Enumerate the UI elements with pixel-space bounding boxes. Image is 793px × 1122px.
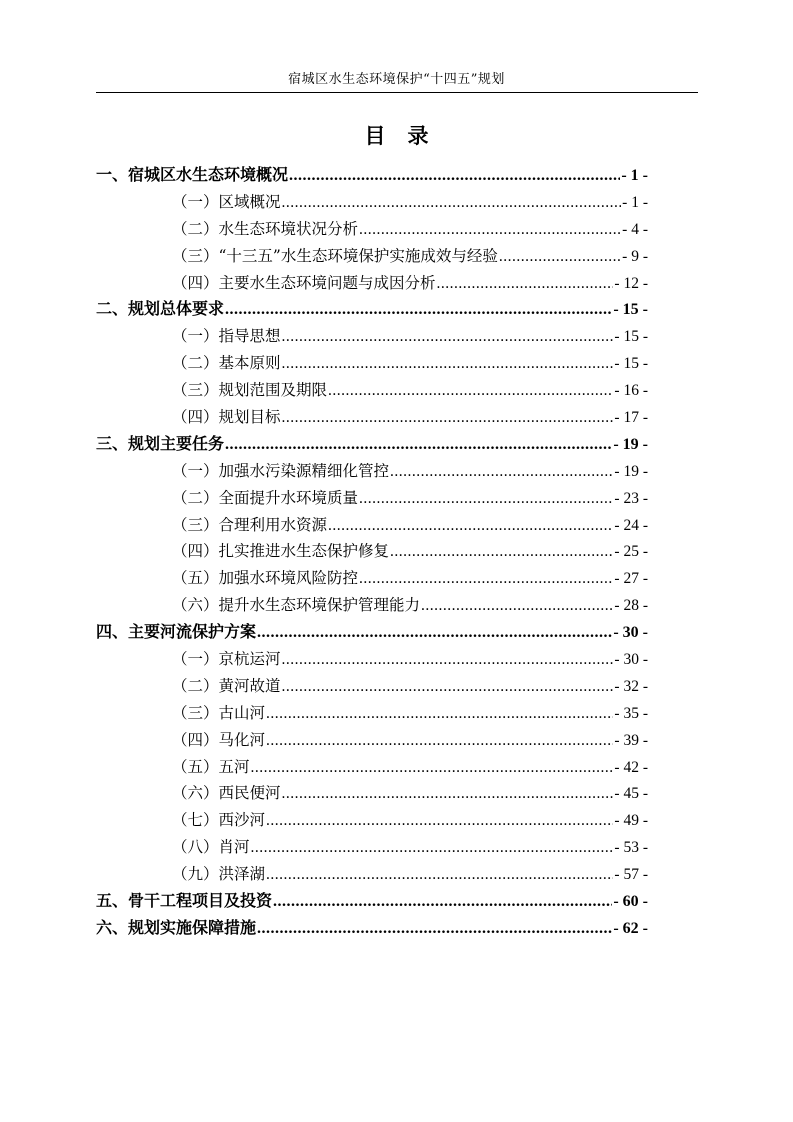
toc-chapter-entry[interactable]: [96, 888, 648, 915]
toc-page-number: - 39 -: [614, 731, 648, 749]
toc-entry-label: （六）西民便河: [172, 784, 281, 803]
toc-page-number: - 42 -: [614, 758, 648, 776]
toc-section-entry[interactable]: [96, 754, 648, 781]
toc-page-number: - 35 -: [614, 704, 648, 722]
toc-entry-label: （五）加强水环境风险防控: [172, 569, 359, 588]
toc-section-entry[interactable]: [96, 323, 648, 350]
toc-page-number: - 1 -: [621, 167, 648, 184]
toc-dot-leader: [282, 324, 614, 351]
toc-dot-leader: [282, 190, 622, 217]
toc-dot-leader: [257, 620, 612, 647]
toc-page-number: - 57 -: [614, 866, 648, 884]
toc-dot-leader: [359, 486, 613, 513]
running-header: 宿城区水生态环境保护“十四五”规划: [288, 72, 505, 87]
toc-dot-leader: [251, 755, 614, 782]
toc-chapter-entry[interactable]: [96, 915, 648, 942]
toc-section-entry[interactable]: [96, 646, 648, 673]
toc-dot-leader: [251, 835, 614, 862]
toc-dot-leader: [273, 889, 612, 916]
toc-section-entry[interactable]: [96, 592, 648, 619]
toc-dot-leader: [282, 781, 614, 808]
toc-entry-label: （四）规划目标: [172, 408, 281, 427]
toc-section-entry[interactable]: [96, 780, 648, 807]
toc-page-number: - 62 -: [613, 919, 648, 937]
table-of-contents: [96, 162, 648, 942]
toc-page-number: - 1 -: [622, 193, 648, 211]
toc-entry-label: （一）加强水污染源精细化管控: [172, 461, 390, 480]
toc-section-entry[interactable]: [96, 485, 648, 512]
toc-entry-label: （四）马化河: [172, 730, 266, 749]
toc-dot-leader: [266, 701, 613, 728]
toc-entry-label: （三）古山河: [172, 703, 266, 722]
toc-section-entry[interactable]: [96, 243, 648, 270]
header-divider: [96, 92, 698, 93]
toc-section-entry[interactable]: [96, 189, 648, 216]
toc-page-number: - 25 -: [614, 543, 648, 561]
toc-entry-label: （八）肖河: [172, 838, 250, 857]
toc-entry-label: 四、主要河流保护方案: [96, 622, 257, 642]
toc-page-number: - 24 -: [614, 516, 648, 534]
toc-page-number: - 15 -: [614, 328, 648, 346]
toc-entry-label: （三）“十三五”水生态环境保护实施成效与经验: [172, 246, 498, 265]
toc-dot-leader: [257, 916, 612, 943]
toc-page-number: - 15 -: [614, 355, 648, 373]
toc-section-entry[interactable]: [96, 807, 648, 834]
toc-page-number: - 60 -: [613, 893, 648, 911]
toc-dot-leader: [266, 862, 613, 889]
toc-title: 目录: [364, 123, 451, 148]
toc-page-number: - 28 -: [614, 597, 648, 615]
toc-section-entry[interactable]: [96, 216, 648, 243]
toc-section-entry[interactable]: [96, 673, 648, 700]
toc-page-number: - 23 -: [614, 489, 648, 507]
toc-section-entry[interactable]: [96, 458, 648, 485]
toc-section-entry[interactable]: [96, 512, 648, 539]
toc-page-number: - 16 -: [614, 382, 648, 400]
toc-entry-label: （五）五河: [172, 757, 250, 776]
toc-chapter-entry[interactable]: [96, 619, 648, 646]
toc-dot-leader: [266, 808, 613, 835]
toc-section-entry[interactable]: [96, 538, 648, 565]
toc-entry-label: （六）提升水生态环境保护管理能力: [172, 596, 421, 615]
toc-section-entry[interactable]: [96, 727, 648, 754]
toc-page-number: - 32 -: [614, 677, 648, 695]
toc-page-number: - 4 -: [622, 220, 648, 238]
toc-entry-label: （七）西沙河: [172, 811, 266, 830]
toc-dot-leader: [282, 351, 614, 378]
toc-entry-label: （四）扎实推进水生态保护修复: [172, 542, 390, 561]
toc-dot-leader: [390, 539, 613, 566]
toc-section-entry[interactable]: [96, 861, 648, 888]
toc-dot-leader: [359, 217, 621, 244]
toc-dot-leader: [289, 163, 620, 190]
toc-entry-label: （九）洪泽湖: [172, 865, 266, 884]
toc-entry-label: （四）主要水生态环境问题与成因分析: [172, 273, 436, 292]
toc-dot-leader: [390, 459, 613, 486]
toc-page-number: - 27 -: [614, 570, 648, 588]
toc-dot-leader: [328, 378, 613, 405]
toc-entry-label: （二）黄河故道: [172, 676, 281, 695]
toc-dot-leader: [282, 674, 614, 701]
toc-dot-leader: [282, 647, 614, 674]
toc-entry-label: 二、规划总体要求: [96, 299, 225, 319]
toc-page-number: - 17 -: [614, 409, 648, 427]
toc-dot-leader: [421, 593, 613, 620]
toc-page-number: - 53 -: [614, 839, 648, 857]
toc-section-entry[interactable]: [96, 834, 648, 861]
toc-entry-label: （二）基本原则: [172, 354, 281, 373]
toc-section-entry[interactable]: [96, 404, 648, 431]
toc-section-entry[interactable]: [96, 350, 648, 377]
toc-dot-leader: [282, 405, 614, 432]
toc-dot-leader: [328, 513, 613, 540]
toc-entry-label: 六、规划实施保障措施: [96, 917, 257, 937]
toc-page-number: - 15 -: [613, 301, 648, 319]
toc-chapter-entry[interactable]: [96, 162, 648, 189]
toc-dot-leader: [437, 271, 614, 298]
toc-chapter-entry[interactable]: [96, 296, 648, 323]
toc-section-entry[interactable]: [96, 270, 648, 297]
toc-dot-leader: [266, 728, 613, 755]
toc-page-number: - 19 -: [614, 462, 648, 480]
toc-dot-leader: [225, 432, 612, 459]
toc-entry-label: （一）指导思想: [172, 327, 281, 346]
toc-entry-label: 一、宿城区水生态环境概况: [96, 165, 289, 184]
toc-page-number: - 45 -: [614, 785, 648, 803]
toc-dot-leader: [225, 297, 612, 324]
toc-entry-label: （一）区域概况: [172, 192, 281, 211]
toc-entry-label: 五、骨干工程项目及投资: [96, 891, 273, 911]
toc-section-entry[interactable]: [96, 700, 648, 727]
toc-page-number: - 9 -: [622, 247, 648, 265]
toc-entry-label: （二）全面提升水环境质量: [172, 488, 359, 507]
toc-entry-label: （一）京杭运河: [172, 650, 281, 669]
toc-entry-label: （三）合理利用水资源: [172, 515, 328, 534]
toc-chapter-entry[interactable]: [96, 431, 648, 458]
toc-dot-leader: [359, 566, 613, 593]
toc-page-number: - 30 -: [613, 624, 648, 642]
toc-page-number: - 12 -: [614, 274, 648, 292]
toc-page-number: - 19 -: [613, 435, 648, 453]
toc-section-entry[interactable]: [96, 377, 648, 404]
toc-page-number: - 30 -: [614, 651, 648, 669]
toc-page-number: - 49 -: [614, 812, 648, 830]
toc-entry-label: （二）水生态环境状况分析: [172, 219, 359, 238]
toc-section-entry[interactable]: [96, 565, 648, 592]
toc-dot-leader: [499, 244, 621, 271]
toc-entry-label: （三）规划范围及期限: [172, 381, 328, 400]
toc-entry-label: 三、规划主要任务: [96, 433, 225, 453]
